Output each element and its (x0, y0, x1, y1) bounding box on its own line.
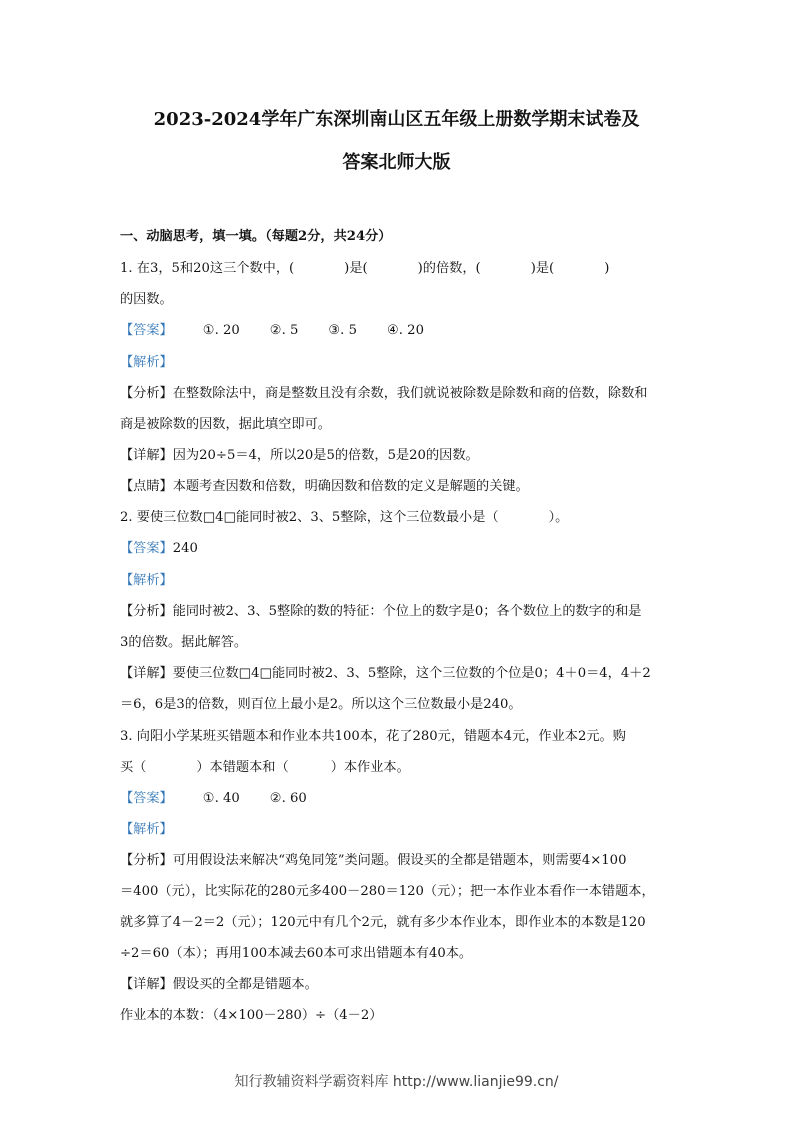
q3-fenxi-line3: 就多算了4－2＝2（元）；120元中有几个2元，就有多少本作业本，即作业本的本数是120 (120, 915, 646, 930)
q2-fenxi: 【分析】能同时被2、3、5整除的数的特征：个位上的数字是0；各个数位上的数字的和是 (120, 604, 642, 619)
section-heading: 一、动脑思考，填一填。（每题2分，共24分） (120, 229, 392, 244)
q1-analysis-label: 【解析】 (120, 355, 173, 370)
q3-answer: 【答案】 ①. 40 ②. 60 (120, 791, 307, 806)
q3-text: 3. 向阳小学某班买错题本和作业本共100本，花了280元，错题本4元，作业本2元。购 (120, 729, 626, 744)
q1-answer: 【答案】 ①. 20 ②. 5 ③. 5 ④. 20 (120, 323, 424, 338)
q1-text-line2: 的因数。 (120, 292, 173, 307)
q2-xiangjie: 【详解】要使三位数□4□能同时被2、3、5整除，这个三位数的个位是0；4＋0＝4，4＋2 (120, 666, 651, 681)
q3-calc: 作业本的本数：（4×100－280）÷（4－2） (120, 1008, 383, 1023)
answer-label: 【答案】 (120, 323, 173, 338)
q1-xiangjie: 【详解】因为20÷5＝4，所以20是5的倍数，5是20的因数。 (120, 448, 479, 463)
q3-analysis-label: 【解析】 (120, 822, 173, 837)
q1-fenxi-line2: 商是被除数的因数，据此填空即可。 (120, 417, 331, 432)
answer-label: 【答案】 (120, 541, 173, 556)
q3-fenxi-line4: ÷2＝60（本）；再用100本减去60本可求出错题本有40本。 (120, 946, 473, 961)
answer-label: 【答案】 (120, 791, 173, 806)
page-title-line1: 2023-2024学年广东深圳南山区五年级上册数学期末试卷及 (153, 109, 640, 130)
q3-fenxi: 【分析】可用假设法来解决“鸡兔同笼”类问题。假设买的全都是错题本，则需要4×100 (120, 853, 627, 868)
q2-fenxi-line2: 3的倍数。据此解答。 (120, 635, 248, 650)
q2-answer: 【答案】240 (120, 541, 198, 556)
page-title-line2: 答案北师大版 (342, 152, 451, 173)
q1-fenxi: 【分析】在整数除法中，商是整数且没有余数，我们就说被除数是除数和商的倍数，除数和 (120, 386, 648, 401)
footer-watermark: 知行教辅资料学霸资料库 http://www.lianjie99.cn/ (234, 1074, 559, 1090)
q3-text-line2: 买（ ）本错题本和（ ）本作业本。 (120, 760, 410, 775)
q1-dianjing: 【点睛】本题考查因数和倍数，明确因数和倍数的定义是解题的关键。 (120, 479, 529, 494)
q2-text: 2. 要使三位数□4□能同时被2、3、5整除，这个三位数最小是（ ）。 (120, 510, 569, 525)
q2-xiangjie-line2: ＝6，6是3的倍数，则百位上最小是2。所以这个三位数最小是240。 (120, 697, 522, 712)
q3-fenxi-line2: ＝400（元），比实际花的280元多400－280＝120（元）；把一本作业本看作一本错题本， (120, 884, 655, 899)
q2-analysis-label: 【解析】 (120, 573, 173, 588)
q1-text: 1. 在3，5和20这三个数中，( )是( )的倍数，( )是( ) (120, 261, 610, 276)
q3-xiangjie: 【详解】假设买的全都是错题本。 (120, 977, 318, 992)
